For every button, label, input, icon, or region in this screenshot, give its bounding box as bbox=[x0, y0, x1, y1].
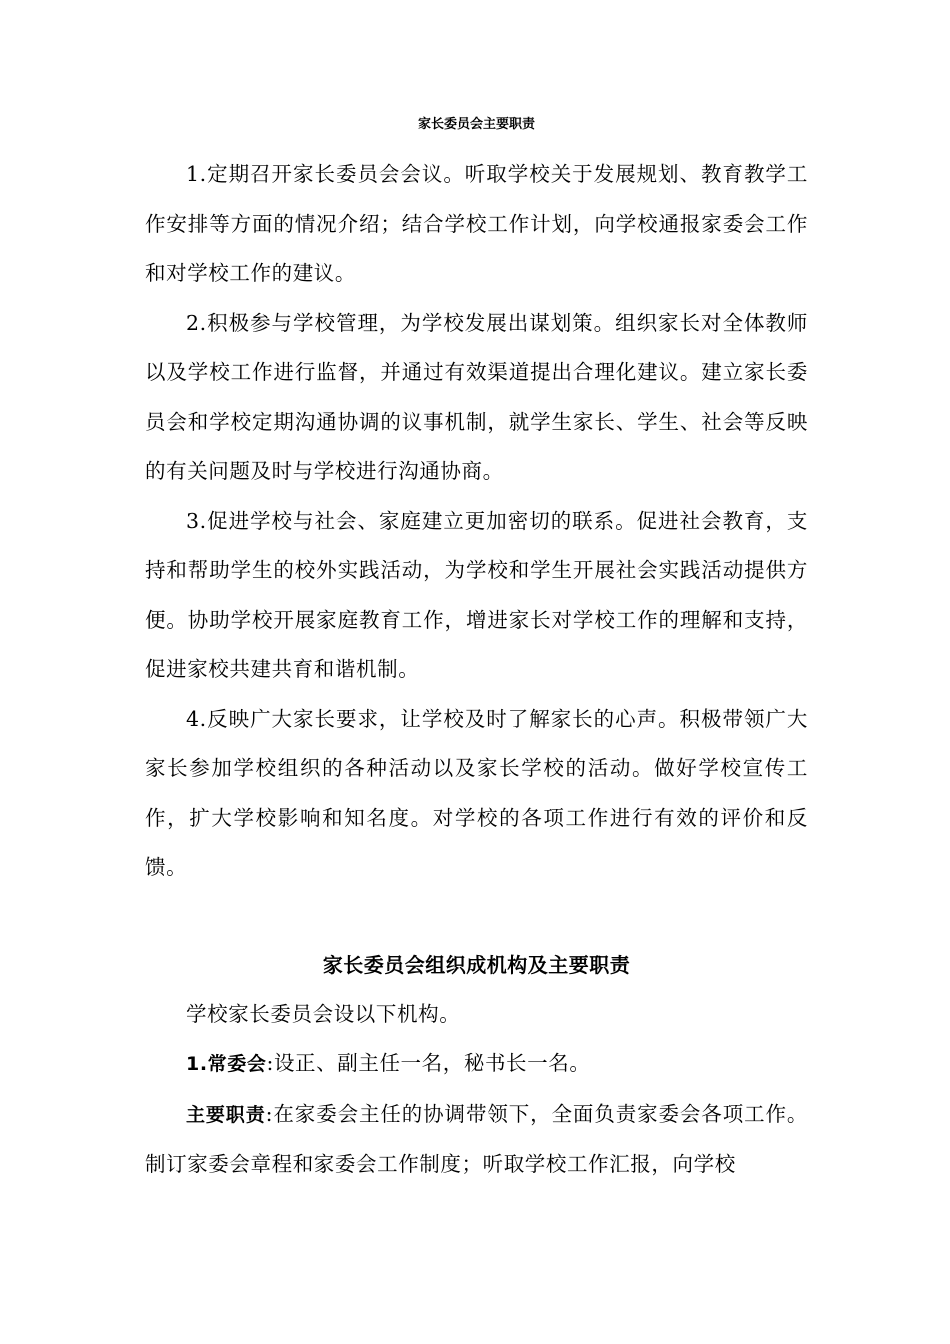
paragraph-1: 1.定期召开家长委员会会议。听取学校关于发展规划、教育教学工作安排等方面的情况介绍；结合学校工作计划，向学校通报家委会工作和对学校工作的建议。 bbox=[145, 162, 808, 285]
paragraph-2: 2.积极参与学校管理，为学校发展出谋划策。组织家长对全体教师以及学校工作进行监督，并通过有效渠道提出合理化建议。建立家长委员会和学校定期沟通协调的议事机制，就学生家长、学生、社会等反映的有关问题及时与学校进行沟通协商。 bbox=[145, 310, 808, 483]
section-duties bbox=[145, 1090, 808, 1190]
section-item-1 bbox=[145, 1039, 808, 1090]
item-1-text: :设正、副主任一名，秘书长一名。 bbox=[266, 1051, 591, 1075]
section-intro: 学校家长委员会设以下机构。 bbox=[186, 1001, 461, 1026]
document-body bbox=[145, 150, 808, 1190]
section-spacer bbox=[145, 893, 808, 941]
duties-lead: 主要职责 bbox=[186, 1103, 266, 1126]
paragraph-3: 3.促进学校与社会、家庭建立更加密切的联系。促进社会教育，支持和帮助学生的校外实践活动，为学校和学生开展社会实践活动提供方便。协助学校开展家庭教育工作，增进家长对学校工作的理解和支持，促进家校共建共育和谐机制。 bbox=[145, 508, 808, 681]
duties-text: :在家委会主任的协调带领下，全面负责家委会各项工作。制订家委会章程和家委会工作制度；听取学校工作汇报，向学校 bbox=[145, 1101, 808, 1176]
section-title: 家长委员会组织成机构及主要职责 bbox=[322, 952, 631, 977]
paragraph-4: 4.反映广大家长要求，让学校及时了解家长的心声。积极带领广大家长参加学校组织的各种活动以及家长学校的活动。做好学校宣传工作，扩大学校影响和知名度。对学校的各项工作进行有效的评价和反馈。 bbox=[145, 706, 808, 879]
document-title: 家长委员会主要职责 bbox=[417, 117, 535, 132]
item-1-lead: 1.常委会 bbox=[186, 1053, 267, 1075]
